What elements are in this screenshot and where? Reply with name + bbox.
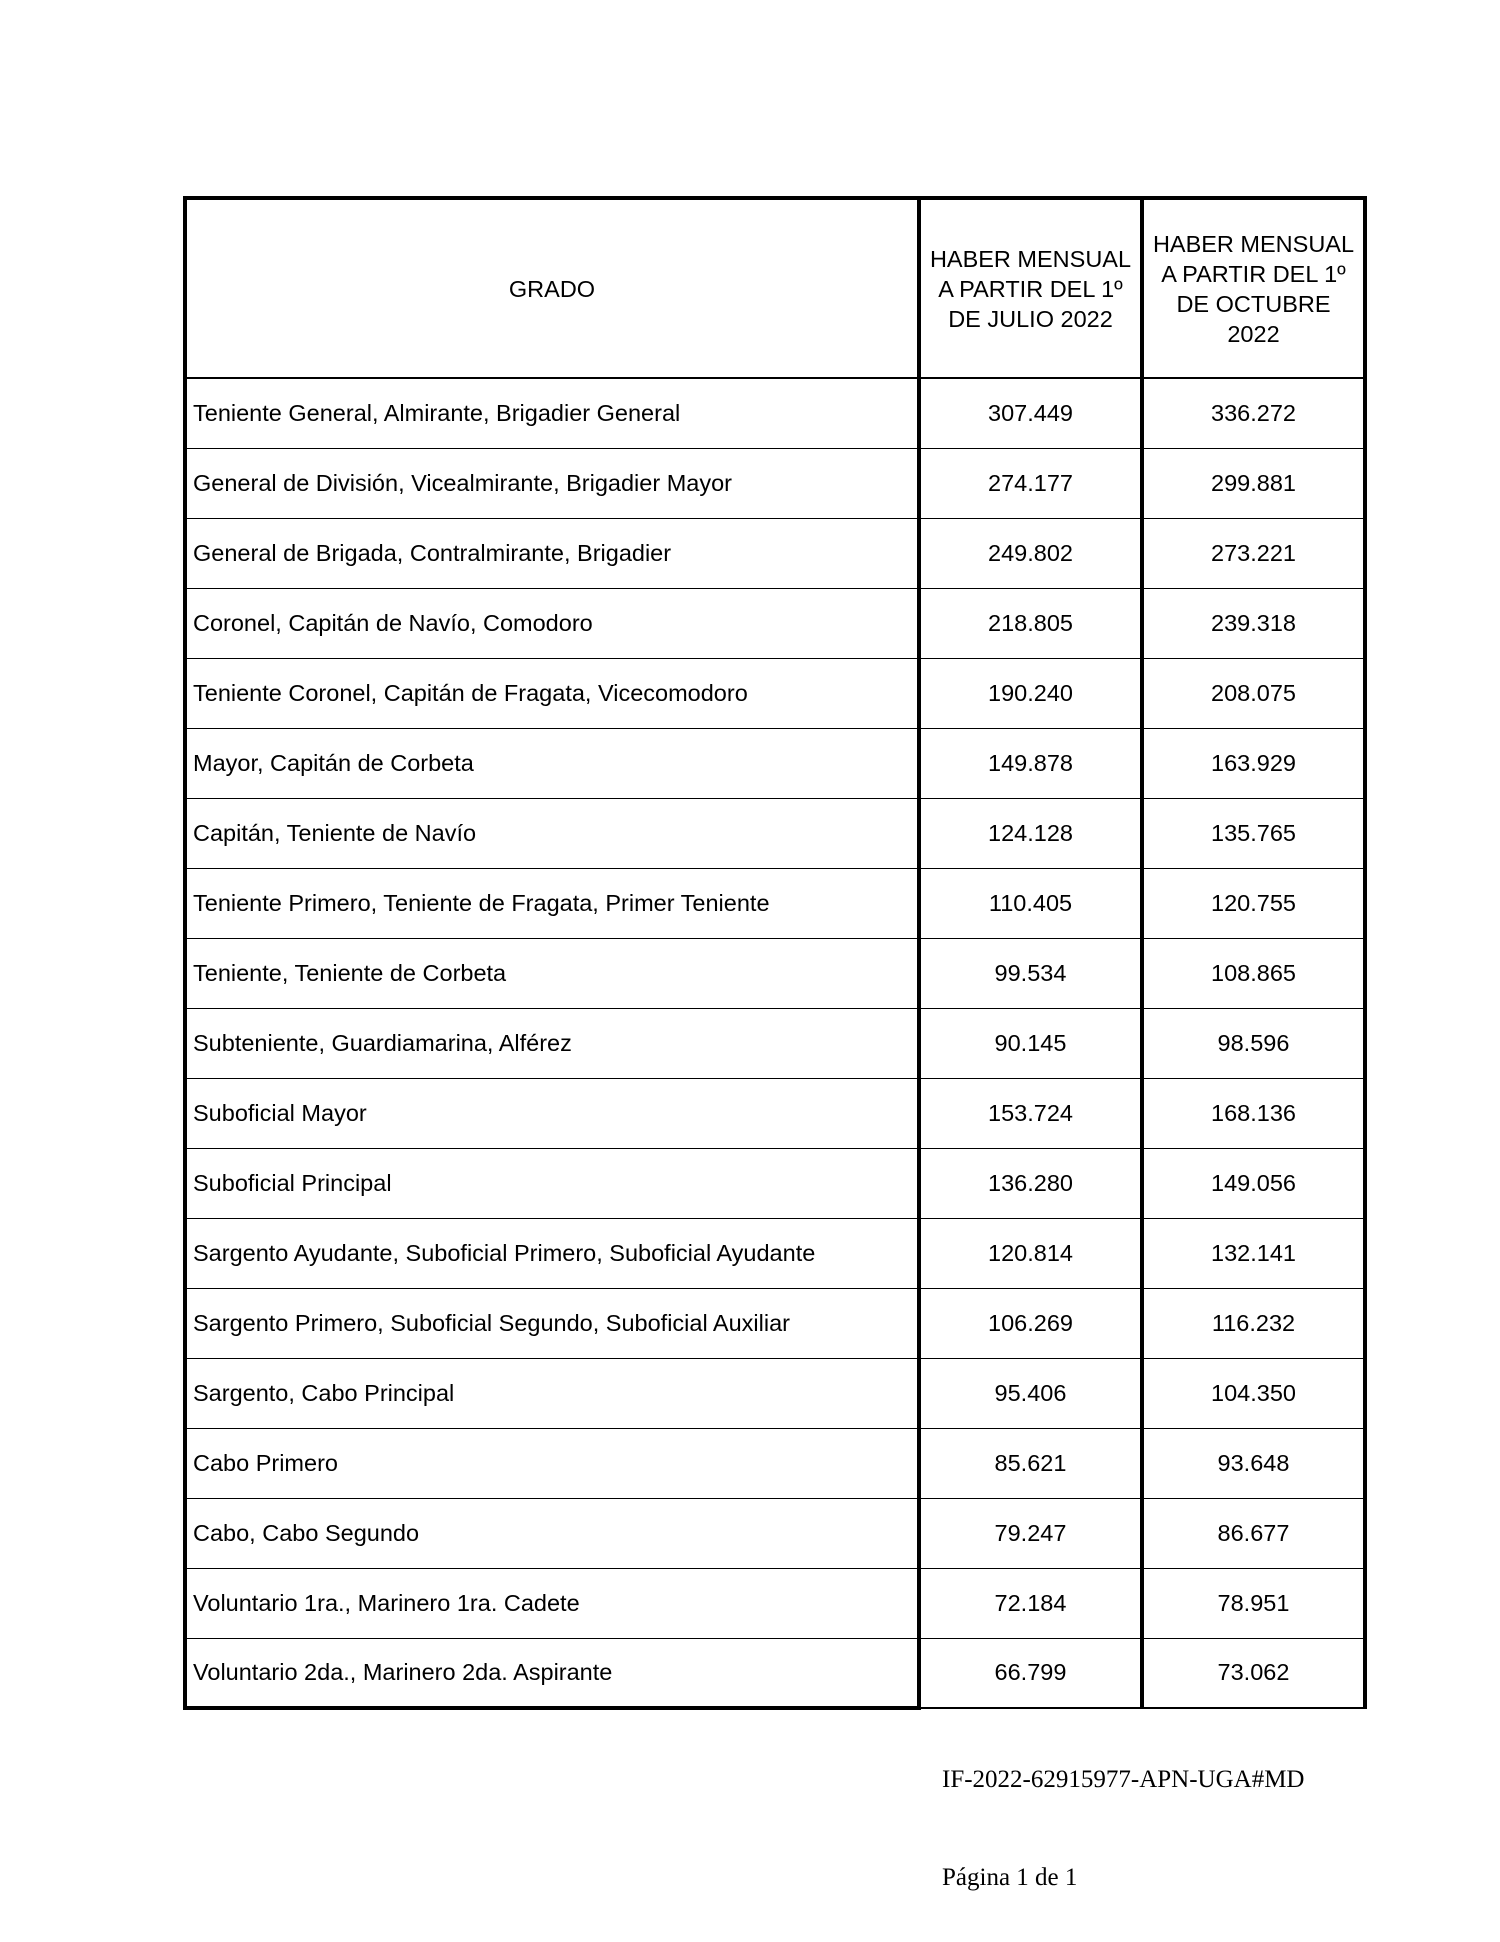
grado-cell: General de División, Vicealmirante, Brigadier Mayor [185, 448, 919, 518]
header-line: DE JULIO 2022 [948, 305, 1113, 332]
table-row [185, 1288, 1365, 1358]
haber-julio-cell: 124.128 [919, 798, 1142, 868]
header-line: A PARTIR DEL 1º [1161, 260, 1346, 287]
header-haber-julio [919, 198, 1142, 378]
haber-octubre-cell: 239.318 [1142, 588, 1365, 658]
grado-cell: Suboficial Principal [185, 1148, 919, 1218]
haber-octubre-cell: 93.648 [1142, 1428, 1365, 1498]
haber-julio-cell: 95.406 [919, 1358, 1142, 1428]
grado-cell: Sargento Primero, Suboficial Segundo, Suboficial Auxiliar [185, 1288, 919, 1358]
table-row [185, 658, 1365, 728]
haber-octubre-cell: 78.951 [1142, 1568, 1365, 1638]
table-row [185, 518, 1365, 588]
grado-cell: Subteniente, Guardiamarina, Alférez [185, 1008, 919, 1078]
grado-cell: Coronel, Capitán de Navío, Comodoro [185, 588, 919, 658]
haber-octubre-cell: 104.350 [1142, 1358, 1365, 1428]
table-row [185, 378, 1365, 448]
table-row [185, 728, 1365, 798]
table-row [185, 1428, 1365, 1498]
grado-cell: Voluntario 1ra., Marinero 1ra. Cadete [185, 1568, 919, 1638]
haber-octubre-cell: 163.929 [1142, 728, 1365, 798]
haber-octubre-cell: 208.075 [1142, 658, 1365, 728]
table-row [185, 1008, 1365, 1078]
salary-table [183, 196, 1367, 1710]
haber-julio-cell: 307.449 [919, 378, 1142, 448]
haber-julio-cell: 120.814 [919, 1218, 1142, 1288]
haber-julio-cell: 149.878 [919, 728, 1142, 798]
header-line: HABER MENSUAL [929, 245, 1132, 272]
table-row [185, 1078, 1365, 1148]
haber-julio-cell: 72.184 [919, 1568, 1142, 1638]
header-line: DE OCTUBRE [1176, 290, 1331, 317]
document-id: IF-2022-62915977-APN-UGA#MD [942, 1766, 1305, 1793]
table-row [185, 588, 1365, 658]
haber-octubre-cell: 120.755 [1142, 868, 1365, 938]
table-row [185, 868, 1365, 938]
haber-julio-cell: 218.805 [919, 588, 1142, 658]
table-header-row [185, 198, 1365, 378]
table-row [185, 1638, 1365, 1708]
header-grado: GRADO [185, 198, 919, 378]
haber-julio-cell: 66.799 [919, 1638, 1142, 1708]
haber-julio-cell: 110.405 [919, 868, 1142, 938]
header-haber-octubre [1142, 198, 1365, 378]
haber-octubre-cell: 108.865 [1142, 938, 1365, 1008]
grado-cell: Teniente Primero, Teniente de Fragata, Primer Teniente [185, 868, 919, 938]
grado-cell: Sargento Ayudante, Suboficial Primero, Suboficial Ayudante [185, 1218, 919, 1288]
table-row [185, 798, 1365, 868]
haber-julio-cell: 249.802 [919, 518, 1142, 588]
haber-octubre-cell: 86.677 [1142, 1498, 1365, 1568]
table-row [185, 1498, 1365, 1568]
haber-julio-cell: 190.240 [919, 658, 1142, 728]
grado-cell: General de Brigada, Contralmirante, Brigadier [185, 518, 919, 588]
grado-cell: Cabo Primero [185, 1428, 919, 1498]
grado-cell: Capitán, Teniente de Navío [185, 798, 919, 868]
grado-cell: Mayor, Capitán de Corbeta [185, 728, 919, 798]
table-row [185, 1218, 1365, 1288]
haber-octubre-cell: 116.232 [1142, 1288, 1365, 1358]
header-line: A PARTIR DEL 1º [938, 275, 1123, 302]
haber-octubre-cell: 98.596 [1142, 1008, 1365, 1078]
haber-octubre-cell: 132.141 [1142, 1218, 1365, 1288]
table-row [185, 1568, 1365, 1638]
haber-octubre-cell: 135.765 [1142, 798, 1365, 868]
grado-cell: Suboficial Mayor [185, 1078, 919, 1148]
header-line: 2022 [1227, 320, 1280, 347]
grado-cell: Sargento, Cabo Principal [185, 1358, 919, 1428]
haber-octubre-cell: 273.221 [1142, 518, 1365, 588]
page-number: Página 1 de 1 [942, 1864, 1078, 1891]
grado-cell: Voluntario 2da., Marinero 2da. Aspirante [185, 1638, 919, 1708]
haber-julio-cell: 274.177 [919, 448, 1142, 518]
haber-octubre-cell: 336.272 [1142, 378, 1365, 448]
table-row [185, 938, 1365, 1008]
grado-cell: Teniente General, Almirante, Brigadier General [185, 378, 919, 448]
haber-octubre-cell: 168.136 [1142, 1078, 1365, 1148]
haber-octubre-cell: 149.056 [1142, 1148, 1365, 1218]
haber-octubre-cell: 299.881 [1142, 448, 1365, 518]
haber-julio-cell: 153.724 [919, 1078, 1142, 1148]
grado-cell: Cabo, Cabo Segundo [185, 1498, 919, 1568]
haber-octubre-cell: 73.062 [1142, 1638, 1365, 1708]
haber-julio-cell: 90.145 [919, 1008, 1142, 1078]
grado-cell: Teniente, Teniente de Corbeta [185, 938, 919, 1008]
grado-cell: Teniente Coronel, Capitán de Fragata, Vicecomodoro [185, 658, 919, 728]
haber-julio-cell: 85.621 [919, 1428, 1142, 1498]
haber-julio-cell: 99.534 [919, 938, 1142, 1008]
header-line: HABER MENSUAL [1152, 230, 1355, 257]
haber-julio-cell: 106.269 [919, 1288, 1142, 1358]
table-row [185, 1148, 1365, 1218]
haber-julio-cell: 79.247 [919, 1498, 1142, 1568]
table-row [185, 1358, 1365, 1428]
table-row [185, 448, 1365, 518]
haber-julio-cell: 136.280 [919, 1148, 1142, 1218]
